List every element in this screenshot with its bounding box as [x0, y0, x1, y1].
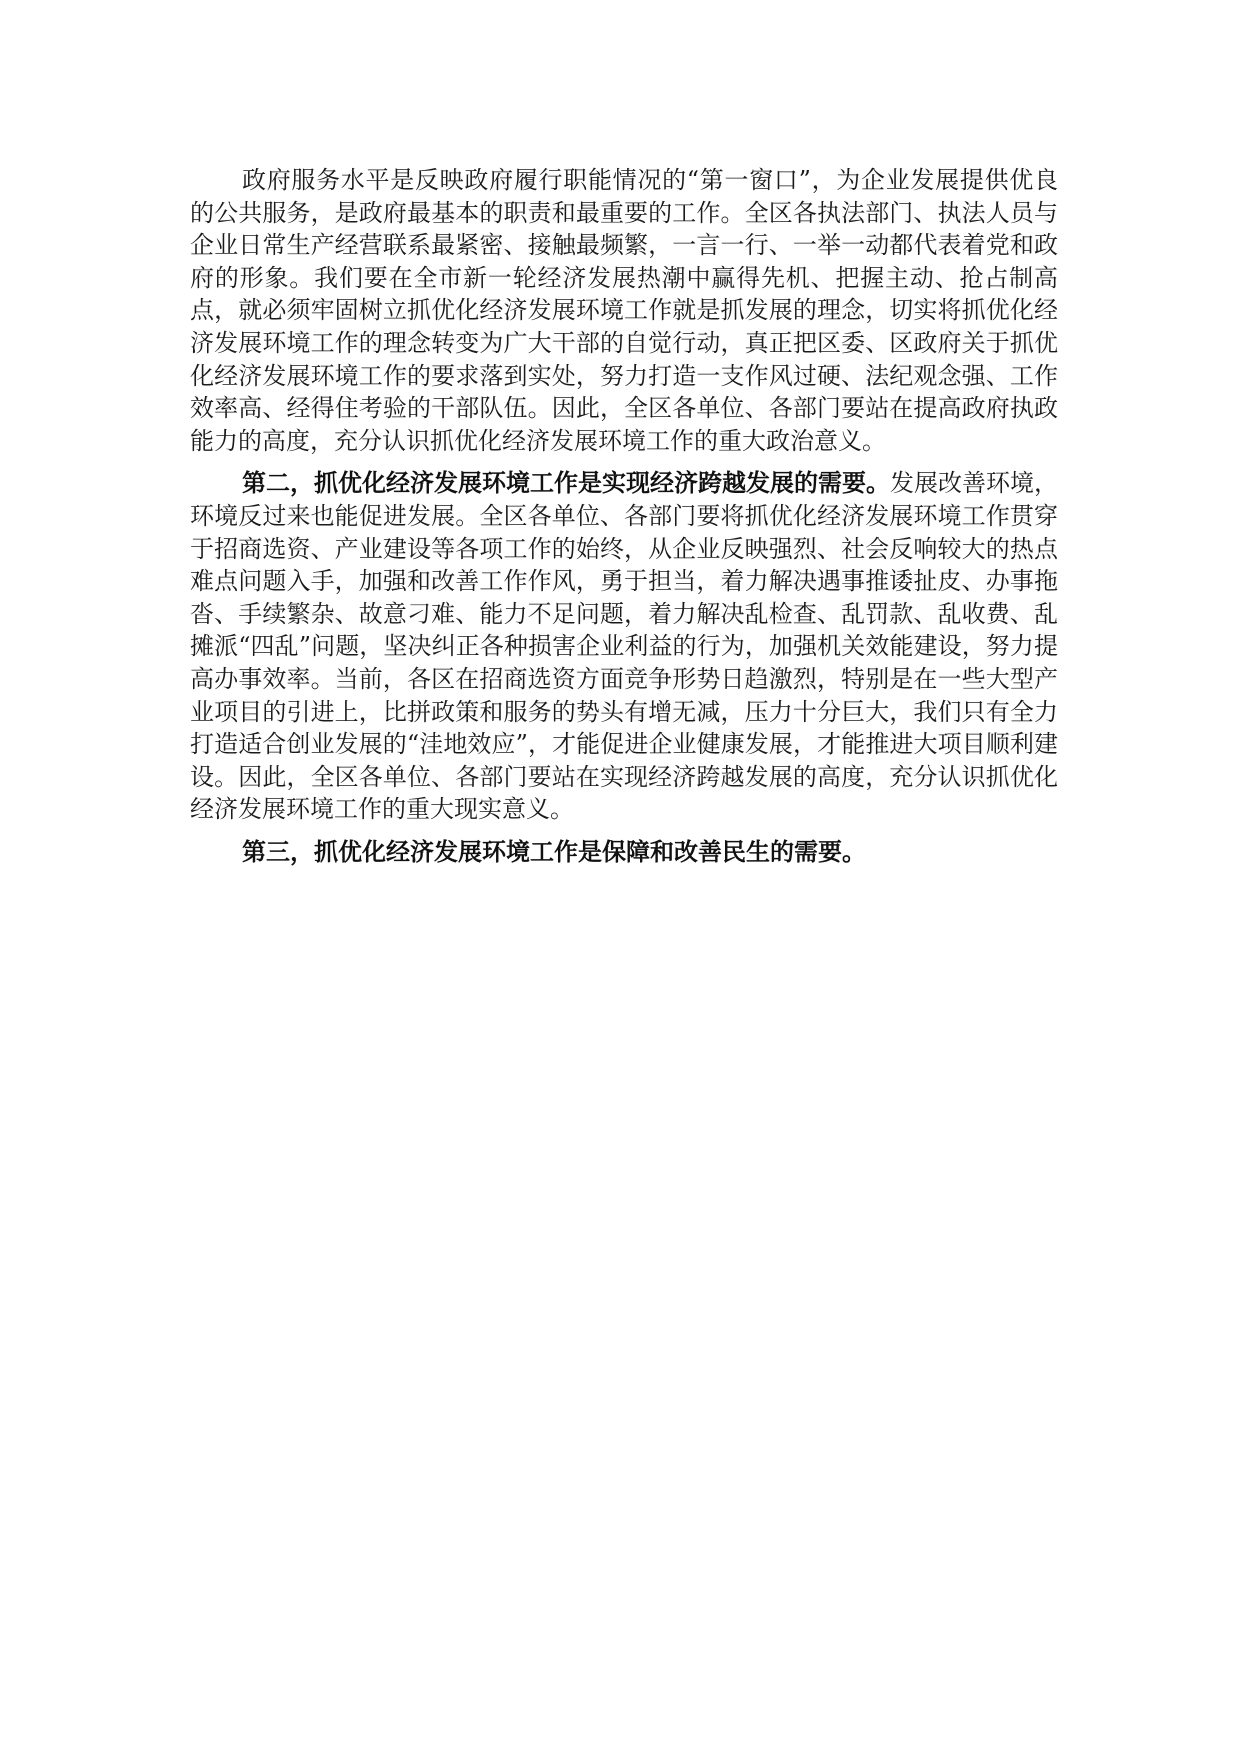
paragraph-3-lead: 第三，抓优化经济发展环境工作是保障和改善民生的需要。	[242, 836, 866, 866]
document-body	[190, 164, 1058, 878]
paragraph-3	[190, 836, 1058, 869]
paragraph-1	[190, 164, 1058, 457]
paragraph-2	[190, 467, 1058, 826]
paragraph-1-text: 政府服务水平是反映政府履行职能情况的“第一窗口”，为企业发展提供优良的公共服务，是政府最基本的职责和最重要的工作。全区各执法部门、执法人员与企业日常生产经营联系最紧密、接触最频繁，一言一行、一举一动都代表着党和政府的形象。我们要在全市新一轮经济发展热潮中赢得先机、把握主动、抢占制高点，就必须牢固树立抓优化经济发展环境工作就是抓发展的理念，切实将抓优化经济发展环境工作的理念转变为广大干部的自觉行动，真正把区委、区政府关于抓优化经济发展环境工作的要求落到实处，努力打造一支作风过硬、法纪观念强、工作效率高、经得住考验的干部队伍。因此，全区各单位、各部门要站在提高政府执政能力的高度，充分认识抓优化经济发展环境工作的重大政治意义。	[190, 166, 1058, 455]
paragraph-2-lead: 第二，抓优化经济发展环境工作是实现经济跨越发展的需要。	[242, 468, 890, 498]
paragraph-2-text: 发展改善环境，环境反过来也能促进发展。全区各单位、各部门要将抓优化经济发展环境工作贯穿于招商选资、产业建设等各项工作的始终，从企业反映强烈、社会反响较大的热点难点问题入手，加强和改善工作作风，勇于担当，着力解决遇事推诿扯皮、办事拖沓、手续繁杂、故意刁难、能力不足问题，着力解决乱检查、乱罚款、乱收费、乱摊派“四乱”问题，坚决纠正各种损害企业利益的行为，加强机关效能建设，努力提高办事效率。当前，各区在招商选资方面竞争形势日趋激烈，特别是在一些大型产业项目的引进上，比拼政策和服务的势头有增无减，压力十分巨大，我们只有全力打造适合创业发展的“洼地效应”，才能促进企业健康发展，才能推进大项目顺利建设。因此，全区各单位、各部门要站在实现经济跨越发展的高度，充分认识抓优化经济发展环境工作的重大现实意义。	[190, 469, 1058, 824]
